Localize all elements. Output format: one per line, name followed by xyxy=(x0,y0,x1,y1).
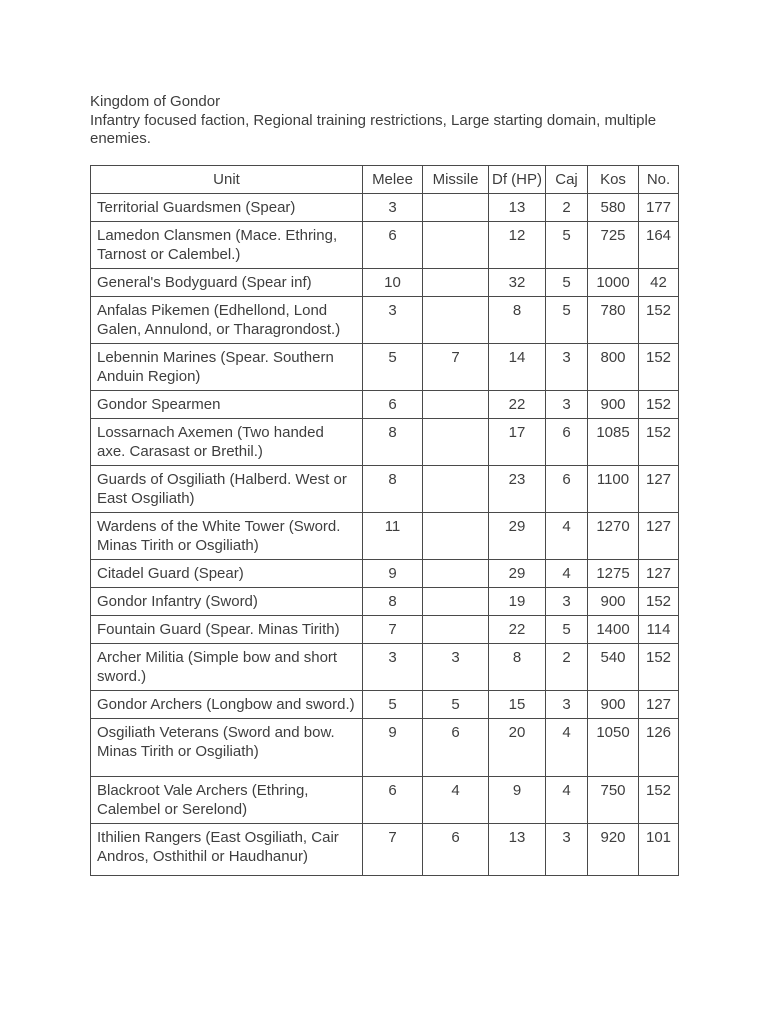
caj-cell: 3 xyxy=(546,690,588,718)
no-cell: 127 xyxy=(639,465,679,512)
missile-cell xyxy=(423,418,489,465)
column-header-caj: Caj xyxy=(546,165,588,193)
table-row xyxy=(91,268,679,296)
kos-cell: 920 xyxy=(588,823,639,875)
unit-name-cell: Lossarnach Axemen (Two handed axe. Carasast or Brethil.) xyxy=(91,418,363,465)
page-description: Infantry focused faction, Regional training restrictions, Large starting domain, multiple enemies. xyxy=(90,111,657,147)
no-cell: 114 xyxy=(639,615,679,643)
kos-cell: 780 xyxy=(588,296,639,343)
kos-cell: 900 xyxy=(588,587,639,615)
caj-cell: 5 xyxy=(546,296,588,343)
kos-cell: 580 xyxy=(588,193,639,221)
df-hp-cell: 13 xyxy=(489,823,546,875)
missile-cell: 6 xyxy=(423,718,489,776)
caj-cell: 3 xyxy=(546,343,588,390)
no-cell: 101 xyxy=(639,823,679,875)
table-row xyxy=(91,587,679,615)
kos-cell: 1400 xyxy=(588,615,639,643)
unit-name-cell: Territorial Guardsmen (Spear) xyxy=(91,193,363,221)
caj-cell: 2 xyxy=(546,643,588,690)
unit-name-cell: Gondor Archers (Longbow and sword.) xyxy=(91,690,363,718)
melee-cell: 9 xyxy=(363,718,423,776)
no-cell: 152 xyxy=(639,390,679,418)
unit-stats-table xyxy=(90,165,679,876)
missile-cell: 4 xyxy=(423,776,489,823)
df-hp-cell: 13 xyxy=(489,193,546,221)
melee-cell: 10 xyxy=(363,268,423,296)
table-row xyxy=(91,512,679,559)
missile-cell xyxy=(423,465,489,512)
missile-cell xyxy=(423,587,489,615)
column-header-unit: Unit xyxy=(91,165,363,193)
missile-cell: 5 xyxy=(423,690,489,718)
missile-cell: 6 xyxy=(423,823,489,875)
kos-cell: 1000 xyxy=(588,268,639,296)
doc-header xyxy=(90,93,680,149)
missile-cell xyxy=(423,390,489,418)
missile-cell xyxy=(423,296,489,343)
page-content xyxy=(90,93,680,876)
table-row xyxy=(91,776,679,823)
column-header-no: No. xyxy=(639,165,679,193)
column-header-melee: Melee xyxy=(363,165,423,193)
no-cell: 152 xyxy=(639,643,679,690)
missile-cell xyxy=(423,559,489,587)
no-cell: 127 xyxy=(639,559,679,587)
df-hp-cell: 22 xyxy=(489,615,546,643)
df-hp-cell: 14 xyxy=(489,343,546,390)
caj-cell: 5 xyxy=(546,615,588,643)
unit-name-cell: Citadel Guard (Spear) xyxy=(91,559,363,587)
unit-name-cell: Archer Militia (Simple bow and short sword.) xyxy=(91,643,363,690)
melee-cell: 5 xyxy=(363,690,423,718)
kos-cell: 1270 xyxy=(588,512,639,559)
table-row xyxy=(91,823,679,875)
melee-cell: 8 xyxy=(363,418,423,465)
caj-cell: 6 xyxy=(546,465,588,512)
unit-name-cell: Gondor Spearmen xyxy=(91,390,363,418)
no-cell: 127 xyxy=(639,512,679,559)
column-header-missile: Missile xyxy=(423,165,489,193)
melee-cell: 3 xyxy=(363,296,423,343)
table-row xyxy=(91,559,679,587)
df-hp-cell: 20 xyxy=(489,718,546,776)
missile-cell xyxy=(423,193,489,221)
caj-cell: 3 xyxy=(546,390,588,418)
unit-name-cell: Guards of Osgiliath (Halberd. West or East Osgiliath) xyxy=(91,465,363,512)
melee-cell: 7 xyxy=(363,615,423,643)
kos-cell: 750 xyxy=(588,776,639,823)
df-hp-cell: 15 xyxy=(489,690,546,718)
unit-name-cell: General's Bodyguard (Spear inf) xyxy=(91,268,363,296)
melee-cell: 8 xyxy=(363,587,423,615)
melee-cell: 3 xyxy=(363,643,423,690)
kos-cell: 1085 xyxy=(588,418,639,465)
column-header-kos: Kos xyxy=(588,165,639,193)
no-cell: 164 xyxy=(639,221,679,268)
unit-name-cell: Lebennin Marines (Spear. Southern Anduin Region) xyxy=(91,343,363,390)
caj-cell: 4 xyxy=(546,559,588,587)
table-row xyxy=(91,390,679,418)
no-cell: 126 xyxy=(639,718,679,776)
table-row xyxy=(91,418,679,465)
table-row xyxy=(91,465,679,512)
melee-cell: 6 xyxy=(363,390,423,418)
caj-cell: 6 xyxy=(546,418,588,465)
missile-cell: 3 xyxy=(423,643,489,690)
caj-cell: 3 xyxy=(546,587,588,615)
caj-cell: 4 xyxy=(546,776,588,823)
no-cell: 177 xyxy=(639,193,679,221)
unit-name-cell: Gondor Infantry (Sword) xyxy=(91,587,363,615)
kos-cell: 1050 xyxy=(588,718,639,776)
unit-name-cell: Fountain Guard (Spear. Minas Tirith) xyxy=(91,615,363,643)
table-row xyxy=(91,296,679,343)
unit-name-cell: Wardens of the White Tower (Sword. Minas Tirith or Osgiliath) xyxy=(91,512,363,559)
table-row xyxy=(91,690,679,718)
melee-cell: 6 xyxy=(363,776,423,823)
missile-cell xyxy=(423,615,489,643)
df-hp-cell: 8 xyxy=(489,643,546,690)
caj-cell: 4 xyxy=(546,512,588,559)
df-hp-cell: 17 xyxy=(489,418,546,465)
no-cell: 152 xyxy=(639,776,679,823)
melee-cell: 9 xyxy=(363,559,423,587)
no-cell: 42 xyxy=(639,268,679,296)
page-title: Kingdom of Gondor xyxy=(90,93,221,110)
table-row xyxy=(91,193,679,221)
table-row xyxy=(91,718,679,776)
no-cell: 127 xyxy=(639,690,679,718)
unit-name-cell: Lamedon Clansmen (Mace. Ethring, Tarnost or Calembel.) xyxy=(91,221,363,268)
no-cell: 152 xyxy=(639,343,679,390)
df-hp-cell: 12 xyxy=(489,221,546,268)
df-hp-cell: 32 xyxy=(489,268,546,296)
caj-cell: 3 xyxy=(546,823,588,875)
melee-cell: 11 xyxy=(363,512,423,559)
missile-cell xyxy=(423,268,489,296)
melee-cell: 6 xyxy=(363,221,423,268)
caj-cell: 5 xyxy=(546,221,588,268)
table-row xyxy=(91,343,679,390)
df-hp-cell: 8 xyxy=(489,296,546,343)
unit-name-cell: Osgiliath Veterans (Sword and bow. Minas Tirith or Osgiliath) xyxy=(91,718,363,776)
table-row xyxy=(91,221,679,268)
df-hp-cell: 29 xyxy=(489,512,546,559)
missile-cell xyxy=(423,512,489,559)
table-header-row xyxy=(91,165,679,193)
melee-cell: 5 xyxy=(363,343,423,390)
column-header-df-hp: Df (HP) xyxy=(489,165,546,193)
caj-cell: 5 xyxy=(546,268,588,296)
table-row xyxy=(91,615,679,643)
kos-cell: 540 xyxy=(588,643,639,690)
unit-name-cell: Blackroot Vale Archers (Ethring, Calembel or Serelond) xyxy=(91,776,363,823)
kos-cell: 1100 xyxy=(588,465,639,512)
unit-name-cell: Anfalas Pikemen (Edhellond, Lond Galen, Annulond, or Tharagrondost.) xyxy=(91,296,363,343)
caj-cell: 4 xyxy=(546,718,588,776)
kos-cell: 1275 xyxy=(588,559,639,587)
df-hp-cell: 22 xyxy=(489,390,546,418)
no-cell: 152 xyxy=(639,418,679,465)
df-hp-cell: 19 xyxy=(489,587,546,615)
melee-cell: 7 xyxy=(363,823,423,875)
melee-cell: 8 xyxy=(363,465,423,512)
df-hp-cell: 23 xyxy=(489,465,546,512)
kos-cell: 800 xyxy=(588,343,639,390)
df-hp-cell: 29 xyxy=(489,559,546,587)
table-row xyxy=(91,643,679,690)
kos-cell: 900 xyxy=(588,690,639,718)
melee-cell: 3 xyxy=(363,193,423,221)
kos-cell: 725 xyxy=(588,221,639,268)
df-hp-cell: 9 xyxy=(489,776,546,823)
caj-cell: 2 xyxy=(546,193,588,221)
missile-cell: 7 xyxy=(423,343,489,390)
unit-name-cell: Ithilien Rangers (East Osgiliath, Cair Andros, Osthithil or Haudhanur) xyxy=(91,823,363,875)
kos-cell: 900 xyxy=(588,390,639,418)
missile-cell xyxy=(423,221,489,268)
no-cell: 152 xyxy=(639,587,679,615)
no-cell: 152 xyxy=(639,296,679,343)
